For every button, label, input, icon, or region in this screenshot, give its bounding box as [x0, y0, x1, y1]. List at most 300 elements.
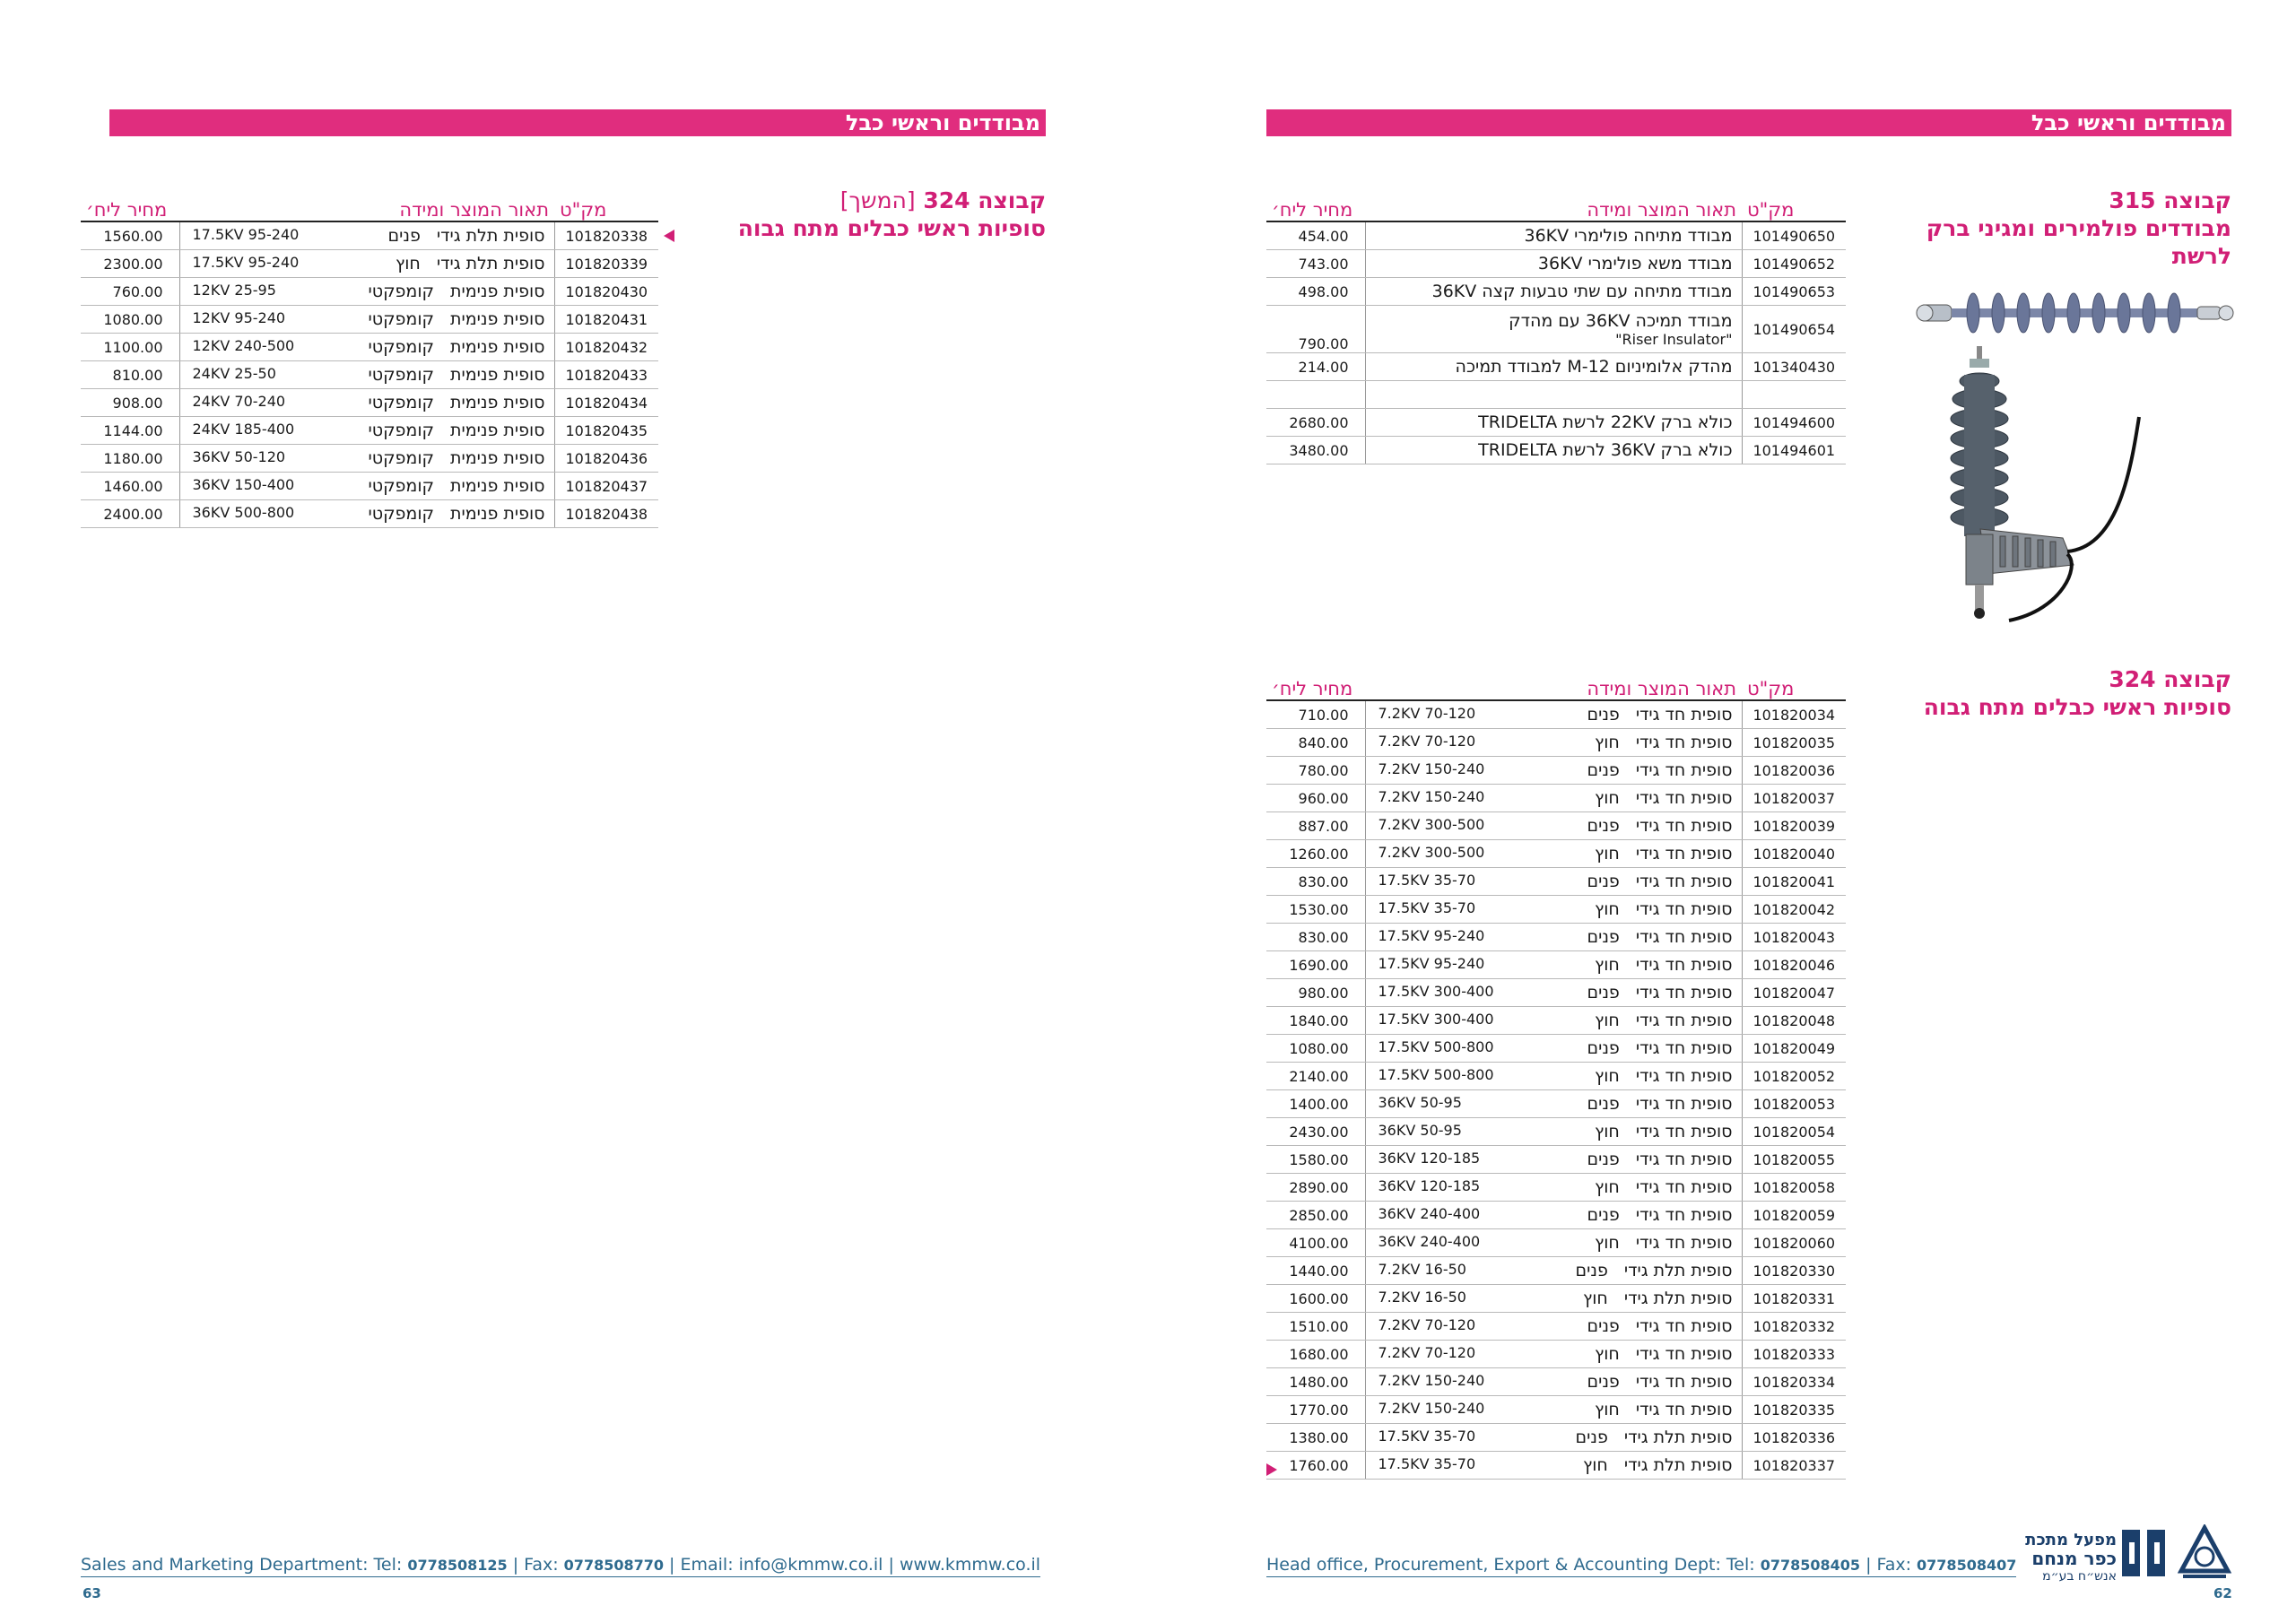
side-text: פנים	[1575, 1261, 1608, 1280]
page-number-left: 63	[83, 1585, 101, 1601]
kind-text: סופית חד גידי	[1635, 1122, 1733, 1141]
description-cell	[1365, 353, 1742, 381]
sku-cell: 101820049	[1742, 1035, 1846, 1063]
section-title: סופיות ראשי כבלים מתח גבוה	[1923, 694, 2231, 720]
price-cell: 840.00	[1266, 729, 1365, 757]
footer-fax: 0778508407	[1917, 1557, 2017, 1574]
spec-text: 7.2KV 150-240	[1378, 1400, 1485, 1417]
kind-text: סופית חד גידי	[1635, 705, 1733, 725]
price-cell: 810.00	[81, 361, 179, 389]
price-cell: 1460.00	[81, 473, 179, 500]
sku-cell: 101820053	[1742, 1090, 1846, 1118]
section-title: מבודדים פולמירים ומגיני ברק לרשת	[1926, 215, 2231, 269]
side-text: קומפקטי	[368, 282, 434, 301]
price-cell: 1560.00	[81, 221, 179, 250]
description-cell	[179, 500, 554, 528]
company-logo-icon	[2120, 1524, 2170, 1582]
sku-cell: 101820338	[554, 221, 658, 250]
sku-cell: 101820433	[554, 361, 658, 389]
spec-text: 17.5KV 95-240	[1378, 955, 1485, 972]
price-cell: 887.00	[1266, 812, 1365, 840]
spec-text: 24KV 25-50	[192, 365, 276, 382]
kind-text: סופית חד גידי	[1635, 788, 1733, 808]
table-row	[81, 445, 658, 473]
description-cell	[1365, 951, 1742, 979]
kind-text: סופית חד גידי	[1635, 899, 1733, 919]
price-cell: 980.00	[1266, 979, 1365, 1007]
footer-web-link[interactable]: www.kmmw.co.il	[899, 1555, 1041, 1575]
description-cell	[179, 334, 554, 361]
kind-text: סופית חד גידי	[1635, 760, 1733, 780]
section-heading-left	[628, 187, 1046, 242]
side-text: קומפקטי	[368, 504, 434, 524]
sku-cell: 101820059	[1742, 1202, 1846, 1229]
table-row	[1266, 1341, 1846, 1368]
description-cell	[179, 278, 554, 306]
spec-text: 7.2KV 70-120	[1378, 733, 1476, 750]
kind-text: סופית חד גידי	[1635, 1316, 1733, 1336]
description-cell	[1365, 1285, 1742, 1313]
side-text: חוץ	[1594, 1177, 1620, 1197]
side-text: קומפקטי	[368, 337, 434, 357]
description-cell	[1365, 1007, 1742, 1035]
table-row	[1266, 951, 1846, 979]
sku-cell: 101820048	[1742, 1007, 1846, 1035]
description-cell	[1365, 785, 1742, 812]
sku-cell: 101820034	[1742, 700, 1846, 729]
table-row	[81, 500, 658, 528]
description-cell	[1365, 1035, 1742, 1063]
sku-cell: 101820058	[1742, 1174, 1846, 1202]
spec-text: 7.2KV 150-240	[1378, 1372, 1485, 1389]
header-bar-right: מבודדים וראשי כבל	[1266, 109, 2231, 136]
side-text: פנים	[1587, 816, 1620, 836]
side-text: חוץ	[1594, 1400, 1620, 1419]
spec-text: 7.2KV 70-120	[1378, 705, 1476, 722]
description-text: מהדק אלומיניום M-12 למבודד תמיכה	[1455, 357, 1733, 377]
price-cell: 214.00	[1266, 353, 1365, 381]
side-text: פנים	[387, 226, 421, 246]
column-header-description: תאור המוצר ומידה	[1365, 669, 1742, 700]
price-table-left	[81, 190, 658, 528]
price-cell: 4100.00	[1266, 1229, 1365, 1257]
price-cell: 1580.00	[1266, 1146, 1365, 1174]
section-number: קבוצה 315	[2109, 187, 2231, 213]
description-cell	[1365, 1313, 1742, 1341]
price-cell: 1690.00	[1266, 951, 1365, 979]
sku-cell: 101820060	[1742, 1229, 1846, 1257]
kind-text: סופית חד גידי	[1635, 1205, 1733, 1225]
kind-text: סופית חד גידי	[1635, 1150, 1733, 1169]
sku-cell: 101820035	[1742, 729, 1846, 757]
table-row	[1266, 1063, 1846, 1090]
kind-text: סופית פנימית	[449, 476, 545, 496]
description-cell	[1365, 409, 1742, 437]
spec-text: 12KV 25-95	[192, 282, 276, 299]
table-row	[1266, 979, 1846, 1007]
table-row	[1266, 1090, 1846, 1118]
side-text: חוץ	[1594, 955, 1620, 975]
kind-text: סופית חד גידי	[1635, 1177, 1733, 1197]
description-cell	[1365, 1341, 1742, 1368]
description-cell	[1365, 1368, 1742, 1396]
side-text: חוץ	[1594, 788, 1620, 808]
side-text: קומפקטי	[368, 448, 434, 468]
side-text: פנים	[1587, 1094, 1620, 1114]
table-row	[1266, 381, 1846, 409]
sku-cell: 101820042	[1742, 896, 1846, 924]
description-cell	[1365, 1452, 1742, 1480]
logo-line2: כפר מנחם	[2031, 1548, 2117, 1569]
table-row	[81, 389, 658, 417]
sku-cell: 101820437	[554, 473, 658, 500]
table-row	[1266, 1257, 1846, 1285]
description-cell	[1365, 278, 1742, 306]
group-324-heading	[1874, 665, 2231, 721]
section-number: קבוצה 324	[2109, 666, 2231, 692]
spec-text: 17.5KV 95-240	[192, 254, 300, 271]
price-cell: 760.00	[81, 278, 179, 306]
kind-text: סופית פנימית	[449, 337, 545, 357]
kind-text: סופית תלת גידי	[1623, 1428, 1733, 1447]
side-text: קומפקטי	[368, 476, 434, 496]
price-cell: 780.00	[1266, 757, 1365, 785]
side-text: קומפקטי	[368, 393, 434, 412]
sku-cell: 101820055	[1742, 1146, 1846, 1174]
side-text: חוץ	[1594, 1011, 1620, 1030]
sku-cell: 101820040	[1742, 840, 1846, 868]
price-cell: 1400.00	[1266, 1090, 1365, 1118]
table-row	[1266, 924, 1846, 951]
sku-cell: 101820330	[1742, 1257, 1846, 1285]
side-text: פנים	[1587, 927, 1620, 947]
price-cell: 1144.00	[81, 417, 179, 445]
sku-cell: 101820334	[1742, 1368, 1846, 1396]
spec-text: 17.5KV 500-800	[1378, 1066, 1494, 1083]
spec-text: 24KV 185-400	[192, 421, 295, 438]
table-row	[81, 361, 658, 389]
table-row	[1266, 1007, 1846, 1035]
continued-marker-icon	[1266, 1463, 1277, 1476]
description-text: מבודד מתיחה פולימרי 36KV	[1524, 226, 1733, 246]
column-header-price: מחיר ליח׳	[1266, 190, 1365, 221]
kind-text: סופית תלת גידי	[1623, 1261, 1733, 1280]
kind-text: סופית תלת גידי	[1623, 1455, 1733, 1475]
spec-text: 17.5KV 95-240	[192, 226, 300, 243]
sku-cell: 101820432	[554, 334, 658, 361]
table-row	[81, 473, 658, 500]
kind-text: סופית חד גידי	[1635, 872, 1733, 891]
price-cell: 1530.00	[1266, 896, 1365, 924]
table-row	[1266, 868, 1846, 896]
spec-text: 17.5KV 35-70	[1378, 1455, 1476, 1472]
logo-line1: מפעל מתכת	[2025, 1531, 2117, 1549]
price-cell: 1760.00	[1266, 1452, 1365, 1480]
price-cell: 1080.00	[1266, 1035, 1365, 1063]
spec-text: 24KV 70-240	[192, 393, 286, 410]
price-cell: 830.00	[1266, 924, 1365, 951]
table-row	[1266, 1285, 1846, 1313]
column-header-price: מחיר ליח׳	[81, 190, 179, 221]
price-cell: 1480.00	[1266, 1368, 1365, 1396]
price-cell: 2850.00	[1266, 1202, 1365, 1229]
table-row	[81, 250, 658, 278]
spec-text: 36KV 240-400	[1378, 1233, 1481, 1250]
footer-tel: 0778508125	[407, 1557, 508, 1574]
table-row	[1266, 1202, 1846, 1229]
description-cell	[1365, 1146, 1742, 1174]
footer-email-link[interactable]: info@kmmw.co.il	[738, 1555, 883, 1575]
kind-text: סופית תלת גידי	[436, 254, 545, 273]
table-row	[1266, 221, 1846, 250]
side-text: חוץ	[395, 254, 421, 273]
kind-text: סופית פנימית	[449, 282, 545, 301]
description-cell	[1365, 1202, 1742, 1229]
table-row	[1266, 1035, 1846, 1063]
table-row	[1266, 1368, 1846, 1396]
side-text: חוץ	[1594, 733, 1620, 752]
sku-cell: 101820036	[1742, 757, 1846, 785]
spec-text: 36KV 120-185	[1378, 1177, 1481, 1194]
table-row	[1266, 278, 1846, 306]
spec-text: 36KV 50-95	[1378, 1094, 1462, 1111]
column-header-sku: מק"ט	[1742, 669, 1846, 700]
side-text: קומפקטי	[368, 421, 434, 440]
footer-fax-label: | Fax:	[1860, 1555, 1918, 1575]
price-cell: 2890.00	[1266, 1174, 1365, 1202]
description-cell	[179, 250, 554, 278]
table-row	[1266, 250, 1846, 278]
price-cell: 2430.00	[1266, 1118, 1365, 1146]
price-cell: 830.00	[1266, 868, 1365, 896]
row-marker-icon	[664, 230, 674, 242]
description-cell	[179, 445, 554, 473]
footer-contact-right	[1266, 1555, 2016, 1577]
spec-text: 17.5KV 35-70	[1378, 899, 1476, 916]
price-cell: 2680.00	[1266, 409, 1365, 437]
table-row	[1266, 812, 1846, 840]
description-cell	[179, 306, 554, 334]
description-text: מבודד מתיחה עם שתי טבעות קצה 36KV	[1431, 282, 1733, 301]
table-row	[81, 306, 658, 334]
description-cell	[179, 417, 554, 445]
header-bar-left: מבודדים וראשי כבל	[109, 109, 1046, 136]
kind-text: סופית חד גידי	[1635, 1372, 1733, 1392]
table-row	[81, 417, 658, 445]
price-cell	[1266, 381, 1365, 409]
sku-cell: 101820037	[1742, 785, 1846, 812]
sku-cell: 101820434	[554, 389, 658, 417]
price-table-cable-terminations	[1266, 669, 1846, 1480]
polymer-insulator-icon	[1917, 293, 2233, 333]
standards-institute-logo-icon	[2178, 1524, 2231, 1582]
description-cell	[179, 221, 554, 250]
column-header-sku: מק"ט	[1742, 190, 1846, 221]
spec-text: 7.2KV 16-50	[1378, 1289, 1466, 1306]
side-text: פנים	[1587, 1150, 1620, 1169]
side-text: חוץ	[1594, 844, 1620, 864]
description-cell	[1365, 381, 1742, 409]
spec-text: 17.5KV 35-70	[1378, 1428, 1476, 1445]
kind-text: סופית חד גידי	[1635, 1011, 1733, 1030]
column-header-description: תאור המוצר ומידה	[1365, 190, 1742, 221]
description-subtext: "Riser Insulator"	[1615, 330, 1733, 348]
price-cell: 1380.00	[1266, 1424, 1365, 1452]
side-text: פנים	[1587, 705, 1620, 725]
kind-text: סופית חד גידי	[1635, 844, 1733, 864]
spec-text: 36KV 240-400	[1378, 1205, 1481, 1222]
sku-cell: 101820041	[1742, 868, 1846, 896]
price-cell: 1100.00	[81, 334, 179, 361]
footer-email-label: | Email:	[664, 1555, 739, 1575]
table-row	[1266, 1118, 1846, 1146]
price-cell: 1180.00	[81, 445, 179, 473]
table-row	[1266, 700, 1846, 729]
table-row	[1266, 437, 1846, 464]
sku-cell: 101494600	[1742, 409, 1846, 437]
price-cell: 1260.00	[1266, 840, 1365, 868]
kind-text: סופית פנימית	[449, 309, 545, 329]
sku-cell: 101340430	[1742, 353, 1846, 381]
description-cell	[1365, 1257, 1742, 1285]
side-text: חוץ	[1582, 1289, 1608, 1308]
table-row	[81, 278, 658, 306]
kind-text: סופית חד גידי	[1635, 1038, 1733, 1058]
description-cell	[179, 361, 554, 389]
spec-text: 7.2KV 70-120	[1378, 1344, 1476, 1361]
table-row	[1266, 353, 1846, 381]
sku-cell: 101820046	[1742, 951, 1846, 979]
table-row	[81, 221, 658, 250]
side-text: פנים	[1575, 1428, 1608, 1447]
sku-cell: 101490650	[1742, 221, 1846, 250]
side-text: פנים	[1587, 1038, 1620, 1058]
spec-text: 36KV 120-185	[1378, 1150, 1481, 1167]
price-cell: 790.00	[1266, 306, 1365, 353]
description-cell	[1365, 250, 1742, 278]
side-text: חוץ	[1594, 899, 1620, 919]
column-header-description: תאור המוצר ומידה	[179, 190, 554, 221]
sku-cell: 101820337	[1742, 1452, 1846, 1480]
kind-text: סופית תלת גידי	[1623, 1289, 1733, 1308]
kind-text: סופית חד גידי	[1635, 1400, 1733, 1419]
sku-cell: 101820332	[1742, 1313, 1846, 1341]
sku-cell: 101820047	[1742, 979, 1846, 1007]
section-number: קבוצה 324	[923, 187, 1046, 213]
price-cell: 743.00	[1266, 250, 1365, 278]
price-table-insulators	[1266, 190, 1846, 464]
kind-text: סופית חד גידי	[1635, 927, 1733, 947]
description-cell	[1365, 840, 1742, 868]
side-text: פנים	[1587, 1372, 1620, 1392]
description-cell	[1365, 1396, 1742, 1424]
section-title: סופיות ראשי כבלים מתח גבוה	[737, 215, 1046, 241]
description-cell	[1365, 1174, 1742, 1202]
table-row	[1266, 840, 1846, 868]
kind-text: סופית חד גידי	[1635, 733, 1733, 752]
kind-text: סופית חד גידי	[1635, 816, 1733, 836]
spec-text: 7.2KV 16-50	[1378, 1261, 1466, 1278]
description-cell	[1365, 757, 1742, 785]
side-text: פנים	[1587, 872, 1620, 891]
spec-text: 17.5KV 300-400	[1378, 1011, 1494, 1028]
spec-text: 36KV 500-800	[192, 504, 295, 521]
price-cell: 908.00	[81, 389, 179, 417]
side-text: חוץ	[1594, 1344, 1620, 1364]
footer-tel: 0778508405	[1760, 1557, 1861, 1574]
table-row	[1266, 1396, 1846, 1424]
description-cell	[1365, 896, 1742, 924]
description-cell	[1365, 868, 1742, 896]
footer-fax-label: | Fax:	[507, 1555, 564, 1575]
table-row	[1266, 896, 1846, 924]
sku-cell: 101820336	[1742, 1424, 1846, 1452]
side-text: חוץ	[1594, 1122, 1620, 1141]
description-cell	[1365, 1424, 1742, 1452]
spec-text: 17.5KV 300-400	[1378, 983, 1494, 1000]
table-row	[1266, 729, 1846, 757]
side-text: חוץ	[1594, 1066, 1620, 1086]
side-text: פנים	[1587, 760, 1620, 780]
table-row	[1266, 1424, 1846, 1452]
spec-text: 7.2KV 300-500	[1378, 844, 1485, 861]
sku-cell: 101820333	[1742, 1341, 1846, 1368]
footer-separator: |	[883, 1555, 900, 1575]
price-cell: 2140.00	[1266, 1063, 1365, 1090]
spec-text: 7.2KV 70-120	[1378, 1316, 1476, 1333]
table-row	[1266, 409, 1846, 437]
spec-text: 36KV 50-120	[192, 448, 286, 465]
price-cell: 1770.00	[1266, 1396, 1365, 1424]
description-cell	[1365, 1090, 1742, 1118]
price-cell: 454.00	[1266, 221, 1365, 250]
price-cell: 1440.00	[1266, 1257, 1365, 1285]
kind-text: סופית פנימית	[449, 448, 545, 468]
sku-cell: 101820043	[1742, 924, 1846, 951]
price-cell: 2300.00	[81, 250, 179, 278]
sku-cell: 101490653	[1742, 278, 1846, 306]
table-row	[1266, 1313, 1846, 1341]
description-cell	[1365, 700, 1742, 729]
sku-cell: 101820431	[554, 306, 658, 334]
price-cell: 3480.00	[1266, 437, 1365, 464]
price-cell: 710.00	[1266, 700, 1365, 729]
description-text: מבודד משא פולימרי 36KV	[1537, 254, 1733, 273]
price-cell: 1080.00	[81, 306, 179, 334]
column-header-price: מחיר ליח׳	[1266, 669, 1365, 700]
sku-cell: 101820335	[1742, 1396, 1846, 1424]
group-315-heading	[1874, 187, 2231, 270]
side-text: חוץ	[1594, 1233, 1620, 1253]
sku-cell: 101820438	[554, 500, 658, 528]
description-text: מבודד תמיכה 36KV עם מהדק	[1509, 310, 1733, 331]
price-cell: 2400.00	[81, 500, 179, 528]
spec-text: 17.5KV 95-240	[1378, 927, 1485, 944]
description-cell	[1365, 221, 1742, 250]
spec-text: 36KV 50-95	[1378, 1122, 1462, 1139]
spec-text: 17.5KV 35-70	[1378, 872, 1476, 889]
spec-text: 7.2KV 150-240	[1378, 788, 1485, 805]
spec-text: 12KV 95-240	[192, 309, 286, 326]
kind-text: סופית חד גידי	[1635, 1233, 1733, 1253]
table-row	[1266, 1174, 1846, 1202]
price-cell: 1680.00	[1266, 1341, 1365, 1368]
kind-text: סופית חד גידי	[1635, 983, 1733, 1002]
spec-text: 7.2KV 150-240	[1378, 760, 1485, 777]
page-number-right: 62	[2213, 1585, 2232, 1601]
spec-text: 12KV 240-500	[192, 337, 295, 354]
kind-text: סופית פנימית	[449, 365, 545, 385]
